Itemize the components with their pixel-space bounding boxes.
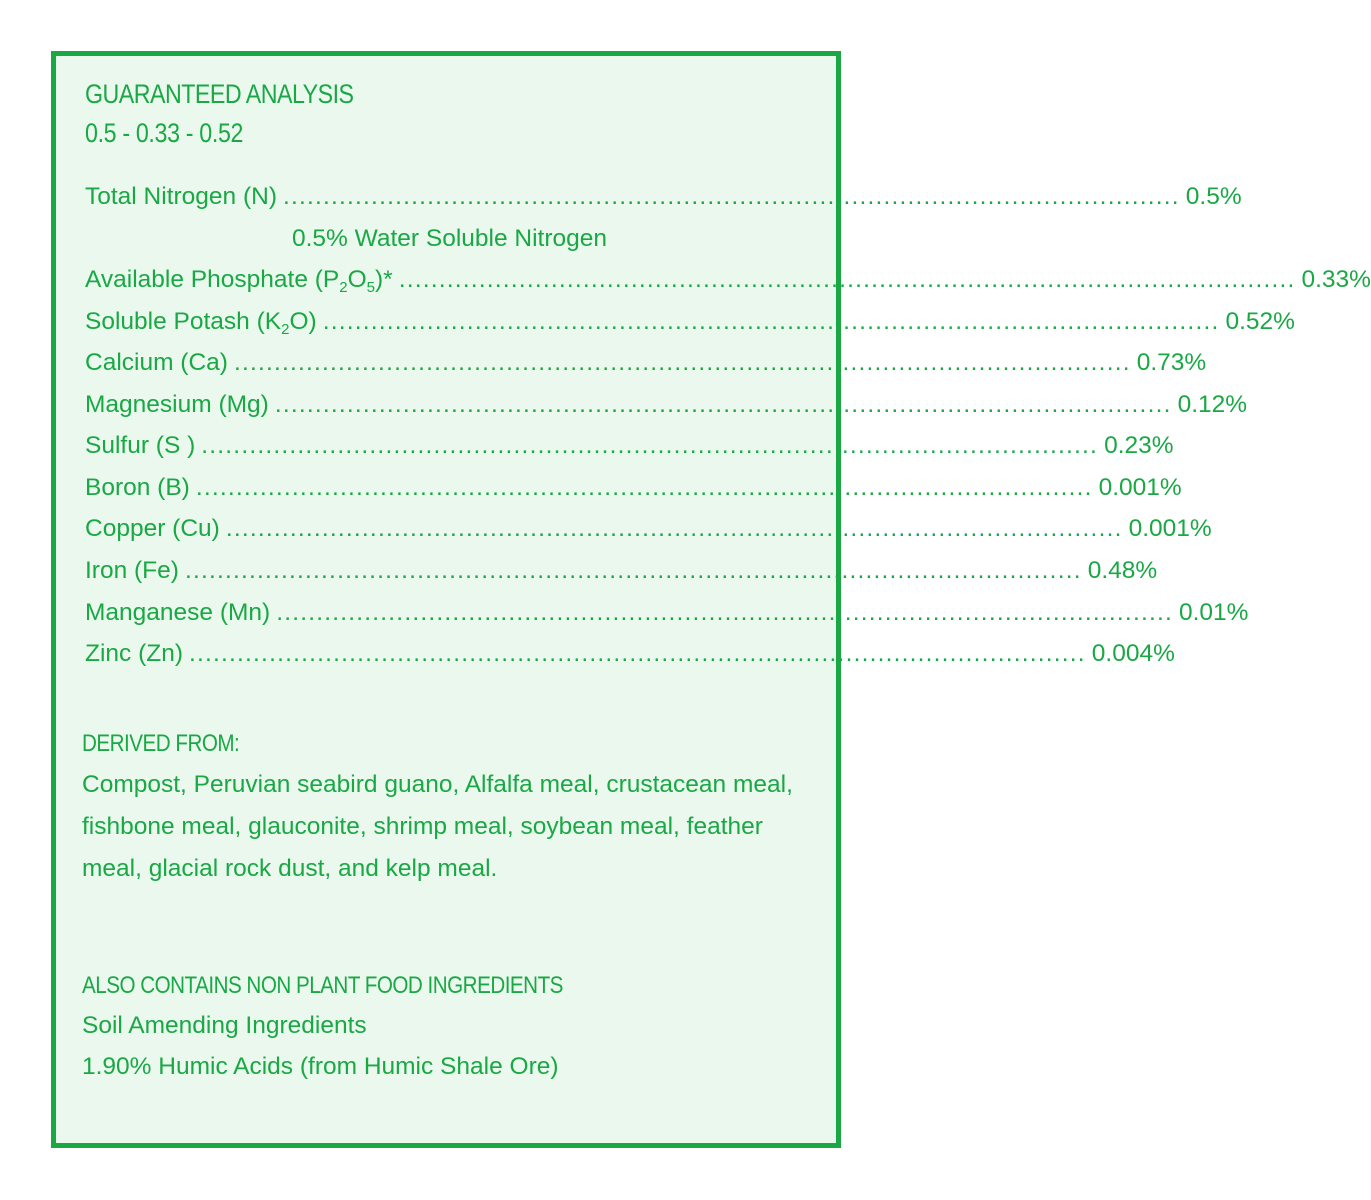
nutrient-value: 0.52% [1225, 308, 1295, 335]
nutrient-row-potash [85, 308, 1295, 342]
npk-ratio: 0.5 - 0.33 - 0.52 [85, 118, 244, 148]
soil-amending-line: Soil Amending Ingredients [82, 1012, 367, 1039]
dot-leader: ................................................................................................................ [233, 349, 1131, 376]
nutrient-row-magnesium [85, 391, 1248, 425]
nutrient-label: Copper (Cu) [85, 515, 220, 542]
nutrient-label: Iron (Fe) [85, 557, 179, 584]
dot-leader: ................................................................................................................ [276, 599, 1173, 626]
nutrient-label: Soluble Potash $(K_2O)$ [85, 308, 317, 338]
dot-leader: ................................................................................................................ [184, 557, 1082, 584]
nutrient-value: 0.48% [1087, 557, 1158, 584]
nutrient-label: Total Nitrogen (N) [85, 183, 277, 210]
nutrient-value: 0.001% [1128, 515, 1212, 542]
nutrient-value: 0.73% [1136, 349, 1207, 376]
dot-leader: ................................................................................................................ [189, 640, 1086, 667]
nutrient-row-sulfur [85, 432, 1174, 466]
nutrient-row-boron [85, 474, 1182, 508]
derived-from-text: Compost, Peruvian seabird guano, Alfalfa meal, crustacean meal, fishbone meal, glauconite, shrimp meal, soybean meal, feather meal, glacial rock dust, and kelp meal. [82, 771, 793, 882]
humic-acids-line: 1.90% Humic Acids (from Humic Shale Ore) [82, 1053, 559, 1080]
nutrient-value: 0.33% [1301, 266, 1371, 293]
dot-leader: ................................................................................................................ [201, 432, 1099, 459]
nutrient-label: Zinc (Zn) [85, 640, 183, 667]
nutrient-row-phosphate [85, 266, 1371, 300]
also-contains-heading: ALSO CONTAINS NON PLANT FOOD INGREDIENTS [82, 972, 563, 999]
nutrient-value: 0.5% [1185, 183, 1242, 210]
dot-leader: ................................................................................................................ [322, 308, 1220, 335]
dot-leader: ................................................................................................................ [225, 515, 1123, 542]
dot-leader: ................................................................................................................ [274, 391, 1172, 418]
nutrient-label: Boron (B) [85, 474, 190, 501]
nutrient-row-iron [85, 557, 1158, 591]
derived-from-heading: DERIVED FROM: [82, 730, 240, 757]
nutrient-value: 0.12% [1177, 391, 1248, 418]
nutrient-label: Magnesium (Mg) [85, 391, 269, 418]
nutrient-row-calcium [85, 349, 1207, 383]
nutrient-row-zinc [85, 640, 1175, 674]
title: GUARANTEED ANALYSIS [85, 79, 354, 109]
dot-leader: ................................................................................................................ [195, 474, 1093, 501]
dot-leader: ................................................................................................................ [398, 266, 1296, 293]
nutrient-value: 0.23% [1104, 432, 1174, 459]
nutrient-value: 0.004% [1091, 640, 1175, 667]
nitrogen-note: 0.5% Water Soluble Nitrogen [292, 225, 608, 252]
nutrient-value: 0.01% [1178, 599, 1249, 626]
nutrient-label: Sulfur (S ) [85, 432, 196, 459]
nutrient-value: 0.001% [1098, 474, 1182, 501]
nutrient-row-copper [85, 515, 1212, 549]
guaranteed-analysis-label [51, 51, 1371, 1148]
nutrient-label: Available Phosphate $(P_2O_5)*$ [85, 266, 393, 296]
nutrient-row-nitrogen [85, 183, 1242, 217]
dot-leader: ................................................................................................................ [282, 183, 1180, 210]
nutrient-row-manganese [85, 599, 1249, 633]
nutrient-label: Calcium (Ca) [85, 349, 228, 376]
nutrient-label: Manganese (Mn) [85, 599, 271, 626]
